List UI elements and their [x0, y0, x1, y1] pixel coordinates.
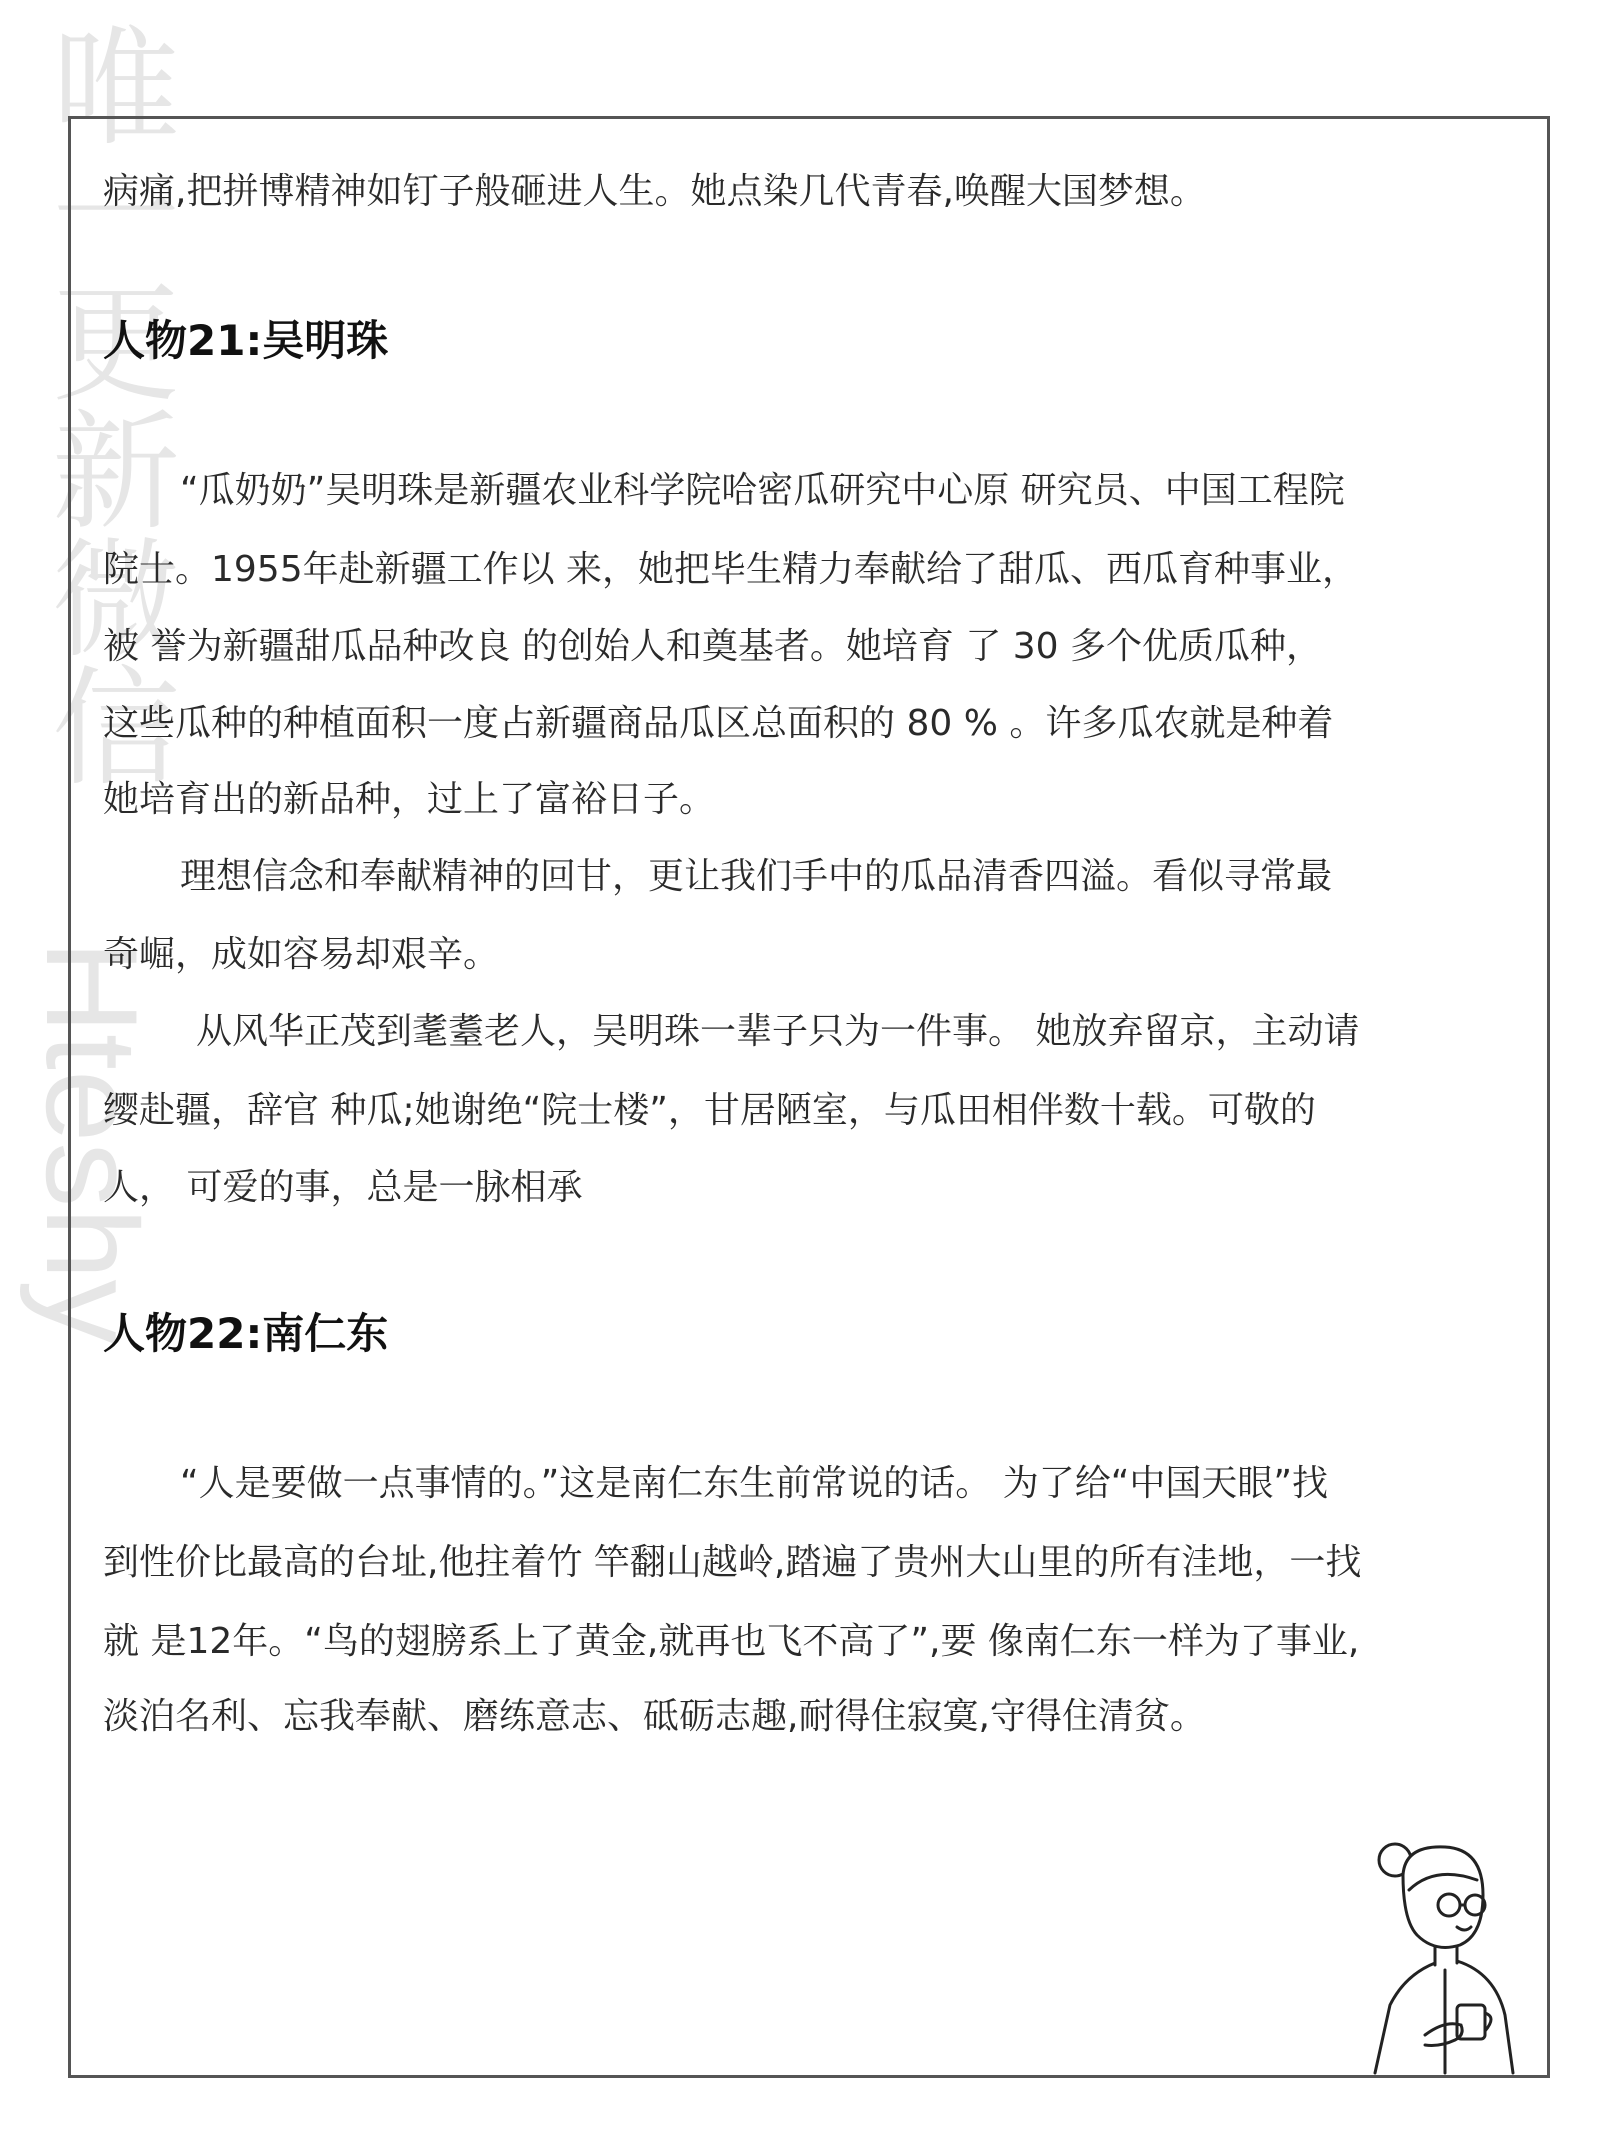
paragraph-line: 院士。1955年赴新疆工作以 来，她把毕生精力奉献给了甜瓜、西瓜育种事业， [103, 549, 1359, 590]
paragraph-line: 奇崛，成如容易却艰辛。 [103, 934, 500, 975]
paragraph-line: 从风华正茂到耄耋老人，吴明珠一辈子只为一件事。 她放弃留京，主动请 [196, 1011, 1360, 1052]
paragraph-line: “瓜奶奶”吴明珠是新疆农业科学院哈密瓜研究中心原 研究员、中国工程院 [180, 470, 1345, 511]
paragraph-line: “人是要做一点事情的。”这是南仁东生前常说的话。 为了给“中国天眼”找 [180, 1463, 1329, 1504]
paragraph-line: 到性价比最高的台址,他拄着竹 竿翻山越岭,踏遍了贵州大山里的所有洼地，一找 [103, 1542, 1362, 1583]
intro-tail: 病痛,把拼博精神如钉子般砸进人生。她点染几代青春,唤醒大国梦想。 [103, 171, 1206, 212]
paragraph-line: 就 是12年。“鸟的翅膀系上了黄金,就再也飞不高了”,要 像南仁东一样为了事业, [103, 1621, 1360, 1662]
watermark-cn: 唯一更新微信 [30, 20, 179, 788]
paragraph-line: 淡泊名利、忘我奉献、磨练意志、砥砺志趣,耐得住寂寞,守得住清贫。 [103, 1696, 1206, 1737]
paragraph-line: 人， 可爱的事，总是一脉相承 [103, 1167, 583, 1208]
section-heading-22: 人物22:南仁东 [103, 1309, 389, 1358]
grandma-illustration [1365, 1835, 1525, 2075]
section-heading-21: 人物21:吴明珠 [103, 316, 389, 365]
paragraph-line: 缨赴疆，辞官 种瓜;她谢绝“院士楼”，甘居陋室，与瓜田相伴数十载。可敬的 [103, 1090, 1316, 1131]
paragraph-line: 被 誉为新疆甜瓜品种改良 的创始人和奠基者。她培育 了 30 多个优质瓜种， [103, 626, 1323, 667]
paragraph-line: 理想信念和奉献精神的回甘，更让我们手中的瓜品清香四溢。看似寻常最 [180, 856, 1333, 897]
watermark-en: Hteshy [19, 940, 165, 1345]
paragraph-line: 这些瓜种的种植面积一度占新疆商品瓜区总面积的 80 % 。许多瓜农就是种着 [103, 703, 1334, 744]
paragraph-line: 她培育出的新品种，过上了富裕日子。 [103, 779, 716, 820]
